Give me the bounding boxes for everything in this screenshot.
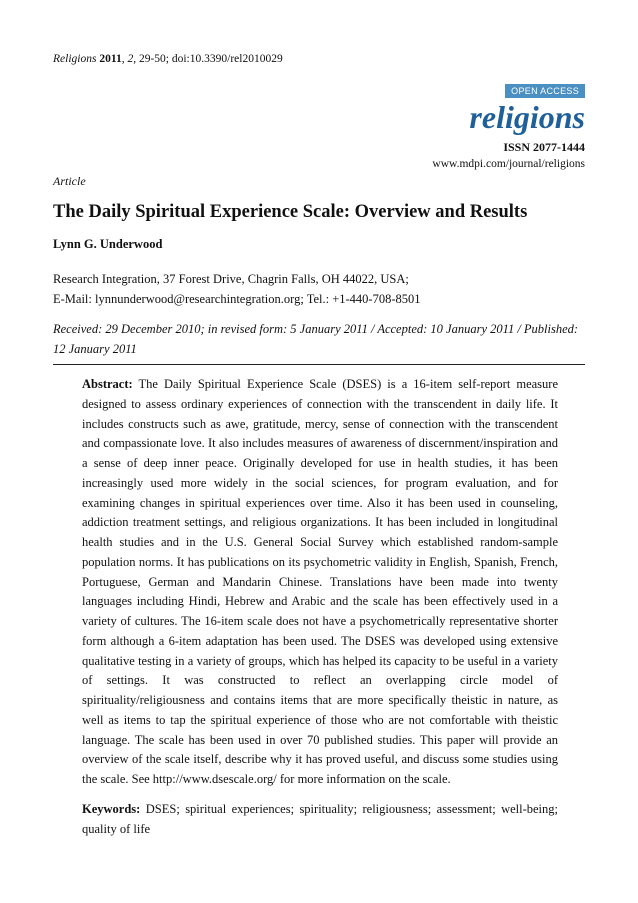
affiliation: Research Integration, 37 Forest Drive, Chagrin Falls, OH 44022, USA; bbox=[53, 272, 409, 286]
citation-volume: 2 bbox=[127, 53, 134, 65]
affiliation-block bbox=[53, 269, 593, 309]
journal-abbrev: Religions bbox=[53, 53, 97, 65]
section-divider bbox=[53, 364, 585, 365]
journal-logo: religions bbox=[469, 99, 585, 135]
abstract-text: The Daily Spiritual Experience Scale (DSES) is a 16-item self-report measure designed to assess ordinary experiences of connection with the transcendent in daily life. It includes constructs such as awe, gratitude, mercy, sense of connection with the transcendent and compassionate love. It also includes measures of awareness of discernment/inspiration and a sense of deep inner peace. Originally developed for use in health studies, it has been increasingly used more widely in the social sciences, for program evaluation, and for examining changes in spiritual experiences over time. Also it has been used in counseling, addiction treatment settings, and religious organizations. It has been included in longitudinal health studies and in the U.S. General Social Survey which established random-sample population norms. It has publications on its psychometric validity in English, Spanish, French, Portuguese, German and Mandarin Chinese. Translations have been made into twenty languages including Hindi, Hebrew and Arabic and the scale has been effectively used in a variety of cultures. The 16-item scale does not have a psychometrically representative shorter form although a 6-item adaptation has been used. The DSES was developed using extensive qualitative testing in a variety of groups, which has helped its capacity to be useful in a variety of settings. It was constructed to reflect an overlapping circle model of spirituality/religiousness and contains items that are more specifically theistic in nature, as well as items to tap the spiritual experience of those who are not comfortable with theistic language. The scale has been used in over 70 published studies. This paper will provide an overview of the scale itself, describe why it has proved useful, and discuss some studies using the scale. See http://www.dsescale.org/ for more information on the scale. bbox=[82, 377, 558, 786]
open-access-badge: OPEN ACCESS bbox=[505, 84, 585, 98]
keywords-text: DSES; spiritual experiences; spirituality; religiousness; assessment; well-being; quality of life bbox=[82, 802, 558, 836]
issn: ISSN 2077-1444 bbox=[503, 140, 585, 154]
publication-dates: Received: 29 December 2010; in revised form: 5 January 2011 / Accepted: 10 January 2011 / Published: 12 January 2011 bbox=[53, 322, 579, 356]
citation-line: Religions 2011, 2, 29-50; doi:10.3390/rel2010029 bbox=[53, 53, 283, 65]
keywords-label: Keywords: bbox=[82, 802, 141, 816]
keywords bbox=[82, 800, 558, 840]
abstract bbox=[82, 375, 558, 790]
article-title: The Daily Spiritual Experience Scale: Overview and Results bbox=[53, 202, 528, 222]
citation-rest: , 29-50; doi:10.3390/rel2010029 bbox=[133, 53, 283, 65]
author-name: Lynn G. Underwood bbox=[53, 237, 163, 251]
contact-info: E-Mail: lynnunderwood@researchintegration.org; Tel.: +1-440-708-8501 bbox=[53, 292, 421, 306]
citation-year: 2011 bbox=[99, 53, 122, 65]
journal-url[interactable]: www.mdpi.com/journal/religions bbox=[432, 158, 585, 170]
article-type: Article bbox=[53, 174, 86, 188]
abstract-label: Abstract: bbox=[82, 377, 133, 391]
